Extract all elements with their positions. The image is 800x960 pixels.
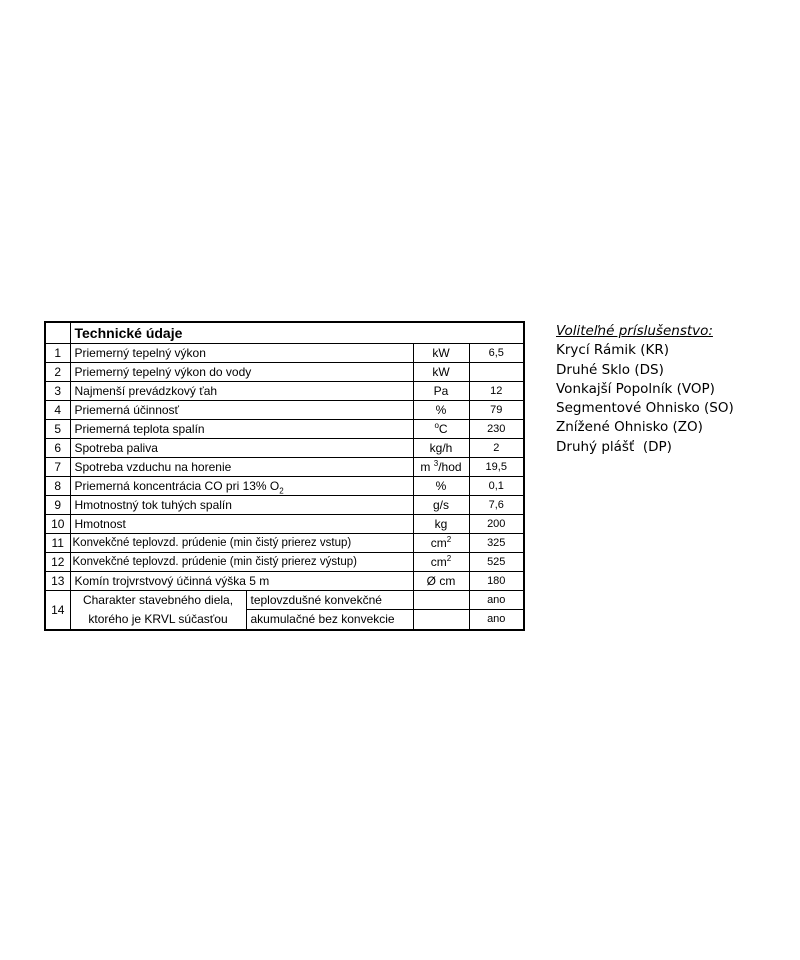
unit-prefix: m [420, 459, 434, 474]
table-row [45, 591, 524, 610]
label-line: ktorého je KRVL súčasťou [88, 612, 228, 626]
accessory-item: Znížené Ohnisko (ZO) [556, 419, 703, 436]
row-value: 180 [469, 572, 524, 591]
table-title-row [45, 322, 524, 344]
accessory-item: Segmentové Ohnisko (SO) [556, 400, 734, 417]
row-unit: kW [413, 344, 469, 363]
row-value: 0,1 [469, 477, 524, 496]
unit-superscript: 2 [446, 534, 452, 544]
label-line: Charakter stavebného diela, [82, 593, 234, 607]
row-value: 6,5 [469, 344, 524, 363]
row-unit: kW [413, 363, 469, 382]
row-number: 10 [45, 515, 70, 534]
table-row [45, 572, 524, 591]
sub-value: ano [469, 591, 524, 610]
row-label [70, 477, 413, 496]
table-row [45, 496, 524, 515]
row-value: 19,5 [469, 458, 524, 477]
unit-main: C [438, 421, 448, 436]
unit-superscript: 3 [433, 458, 439, 468]
table-row [45, 382, 524, 401]
accessory-item: Druhý plášť (DP) [556, 438, 672, 455]
unit-superscript: o [434, 420, 439, 430]
accessory-item: Krycí Rámik (KR) [556, 342, 669, 359]
table-row [45, 439, 524, 458]
row-number: 2 [45, 363, 70, 382]
table-row [45, 363, 524, 382]
row-label: Komín trojvrstvový účinná výška 5 m [70, 572, 413, 591]
row-number: 9 [45, 496, 70, 515]
row-value: 230 [469, 420, 524, 439]
row-unit: Pa [413, 382, 469, 401]
row-label-multiline [70, 591, 246, 631]
row-label: Hmotnostný tok tuhých spalín [70, 496, 413, 515]
table-row [45, 344, 524, 363]
unit-main: cm [430, 535, 447, 550]
accessories-title: Voliteľné príslušenstvo: [556, 323, 713, 339]
row-number: 3 [45, 382, 70, 401]
row-number: 7 [45, 458, 70, 477]
row-number: 8 [45, 477, 70, 496]
sub-label: teplovzdušné konvekčné [246, 591, 413, 610]
row-number: 1 [45, 344, 70, 363]
row-number: 14 [45, 591, 70, 631]
row-value: 2 [469, 439, 524, 458]
row-label: Priemerná teplota spalín [70, 420, 413, 439]
row-value [469, 363, 524, 382]
row-number: 6 [45, 439, 70, 458]
row-label: Spotreba vzduchu na horenie [70, 458, 413, 477]
row-label: Spotreba paliva [70, 439, 413, 458]
row-number: 13 [45, 572, 70, 591]
table-row [45, 458, 524, 477]
technical-data-table [44, 321, 525, 631]
table-row [45, 515, 524, 534]
row-unit: Ø cm [413, 572, 469, 591]
row-unit: % [413, 401, 469, 420]
sub-label: akumulačné bez konvekcie [246, 610, 413, 630]
sub-value: ano [469, 610, 524, 630]
row-value: 525 [469, 553, 524, 572]
row-label: Konvekčné teplovzd. prúdenie (min čistý prierez výstup) [70, 553, 413, 572]
unit-suffix: /hod [438, 459, 462, 474]
row-number: 11 [45, 534, 70, 553]
row-value: 325 [469, 534, 524, 553]
row-unit [413, 458, 469, 477]
table-row [45, 534, 524, 553]
label-subscript: 2 [279, 485, 284, 495]
table-title: Technické údaje [70, 322, 524, 344]
row-unit: kg [413, 515, 469, 534]
row-value: 79 [469, 401, 524, 420]
row-unit: % [413, 477, 469, 496]
row-number: 5 [45, 420, 70, 439]
row-label: Konvekčné teplovzd. prúdenie (min čistý prierez vstup) [70, 534, 413, 553]
row-number: 12 [45, 553, 70, 572]
row-label: Najmenší prevádzkový ťah [70, 382, 413, 401]
table-row [45, 420, 524, 439]
unit-main: cm [430, 554, 447, 569]
row-value: 200 [469, 515, 524, 534]
row-unit [413, 420, 469, 439]
row-label: Hmotnost [70, 515, 413, 534]
row-unit [413, 534, 469, 553]
table-row [45, 477, 524, 496]
row-number: 4 [45, 401, 70, 420]
accessory-item: Vonkajší Popolník (VOP) [556, 380, 715, 397]
row-label: Priemerný tepelný výkon [70, 344, 413, 363]
row-label: Priemerný tepelný výkon do vody [70, 363, 413, 382]
table-row [45, 553, 524, 572]
label-main: Priemerná koncentrácia CO pri 13% O [74, 478, 280, 493]
row-unit: kg/h [413, 439, 469, 458]
row-value: 7,6 [469, 496, 524, 515]
accessories-list [556, 322, 734, 457]
table-row [45, 401, 524, 420]
row-unit [413, 553, 469, 572]
row-value: 12 [469, 382, 524, 401]
row-label: Priemerná účinnosť [70, 401, 413, 420]
accessory-item: Druhé Sklo (DS) [556, 361, 664, 378]
unit-superscript: 2 [446, 553, 452, 563]
row-unit: g/s [413, 496, 469, 515]
